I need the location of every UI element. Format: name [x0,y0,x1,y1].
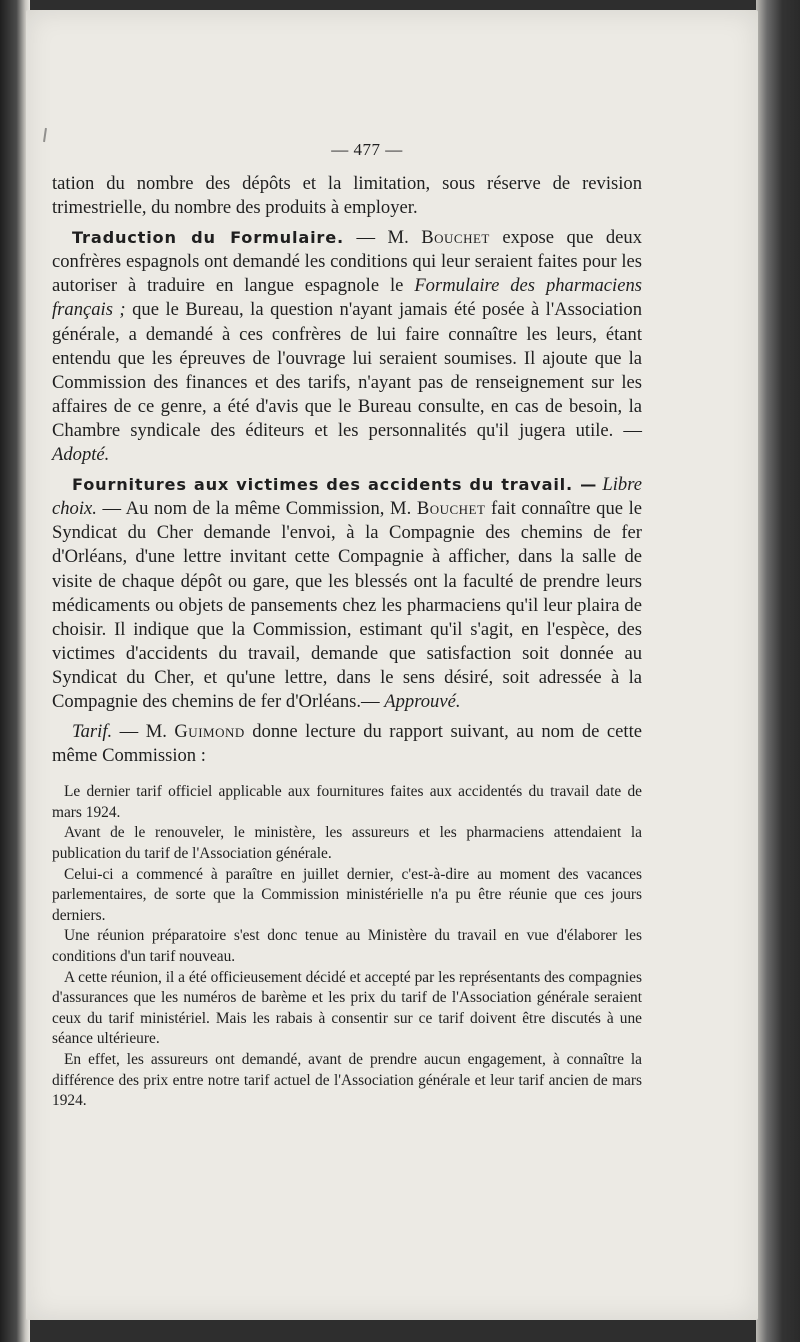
paragraph-text: — Au nom de la même Commission, M. [96,498,417,520]
paragraph-text: que le Bureau, la question n'ayant jamais été posée à l'Association générale, a demandé à ces confrères de lui faire connaître les leurs, étant entendu que les épreuves de l'ouvrage lui seraient soumises. Il ajoute que la Commission des finances et des tarifs, n'ayant pas de renseignement sur les affaires de ce genre, a été d'avis que le Bureau consulte, en cas de besoin, la Chambre syndicale des éditeurs et les personnalités qu'il jugera utile. — [52,299,642,441]
paragraph-text: expose que deux confrères espagnols ont demandé les conditions qui leur seraient faites pour les autoriser à traduire en langue espagnole le [52,227,642,297]
right-scan-shadow [756,0,800,1342]
paragraph-text: fait connaître que le Syndicat du Cher demande l'envoi, à la Compagnie des chemins de fer d'Orléans, d'une lettre invitant cette Compagnie à afficher, dans la salle de visite de chaque dépôt ou gare, que les blessés ont la faculté de prendre leurs médicaments ou objets de pansements chez les pharmaciens qu'il leur plaira de choisir. Il indique que la Commission, estimant qu'il s'agit, en l'espèce, des victimes d'accidents du travail, demande que satisfaction soit donnée au Syndicat du Cher, et qu'une lettre, dans le sens désiré, soit adressée à la Compagnie des chemins de fer d'Orléans.— [52,498,643,712]
paragraph-fournitures [52,473,642,714]
paragraph-text: donne lecture du rapport suivant, au nom de cette même Commission : [52,721,642,767]
report-paragraph: En effet, les assureurs ont demandé, avant de prendre aucun engagement, à connaître la différence des prix entre notre tarif actuel de l'Association générale et leur tarif ancien de mars 1924. [52,1050,642,1110]
person-name: Bouchet [421,227,490,249]
section-heading-fournitures: Fournitures aux victimes des accidents du travail. — [72,475,598,495]
paragraph-tarif [52,720,642,768]
person-name: Guimond [174,721,245,743]
decision-approuve: Approuvé. [384,690,461,712]
paragraph-text: tation du nombre des dépôts et la limitation, sous réserve de revision trimestrielle, du nombre des produits à employer. [52,173,642,219]
report-paragraph: Une réunion préparatoire s'est donc tenue au Ministère du travail en vue d'élaborer les conditions d'un tarif nouveau. [52,927,642,965]
main-body [52,172,642,768]
paragraph-traduction [52,226,642,467]
decision-adopte: Adopté. [52,444,110,466]
section-heading-traduction: Traduction du Formulaire. [72,228,344,248]
paragraph-continuation [52,172,642,220]
report-paragraph: Celui-ci a commencé à paraître en juillet dernier, c'est-à-dire au moment des vacances parlementaires, de sorte que la Commission ministérielle n'a pu être réunie que ces jours derniers. [52,865,642,924]
italic-subheading: Tarif. [72,721,113,743]
report-paragraph: Le dernier tarif officiel applicable aux fournitures faites aux accidentés du travail date de mars 1924. [52,783,642,821]
report-paragraph: A cette réunion, il a été officieusement décidé et accepté par les représentants des compagnies d'assurances que les numéros de barème et les prix du tarif de l'Association générale seraient ceux du tarif ministériel. Mais les rabais à consentir sur ce tarif doivent être discutés à une séance ultérieure. [52,968,642,1048]
italic-subheading: Libre choix. [52,474,642,520]
paragraph-text: — M. [112,721,175,743]
paragraph-text: — M. [343,227,422,249]
page-number: — 477 — [331,140,403,159]
person-name: Bouchet [416,498,486,520]
report-paragraph: Avant de le renouveler, le ministère, les assureurs et les pharmaciens attendaient la publication du tarif de l'Association générale. [52,824,642,863]
report-quote [52,782,642,1112]
italic-title: Formulaire des pharmaciens français ; [52,275,642,321]
page-text [52,140,642,1112]
